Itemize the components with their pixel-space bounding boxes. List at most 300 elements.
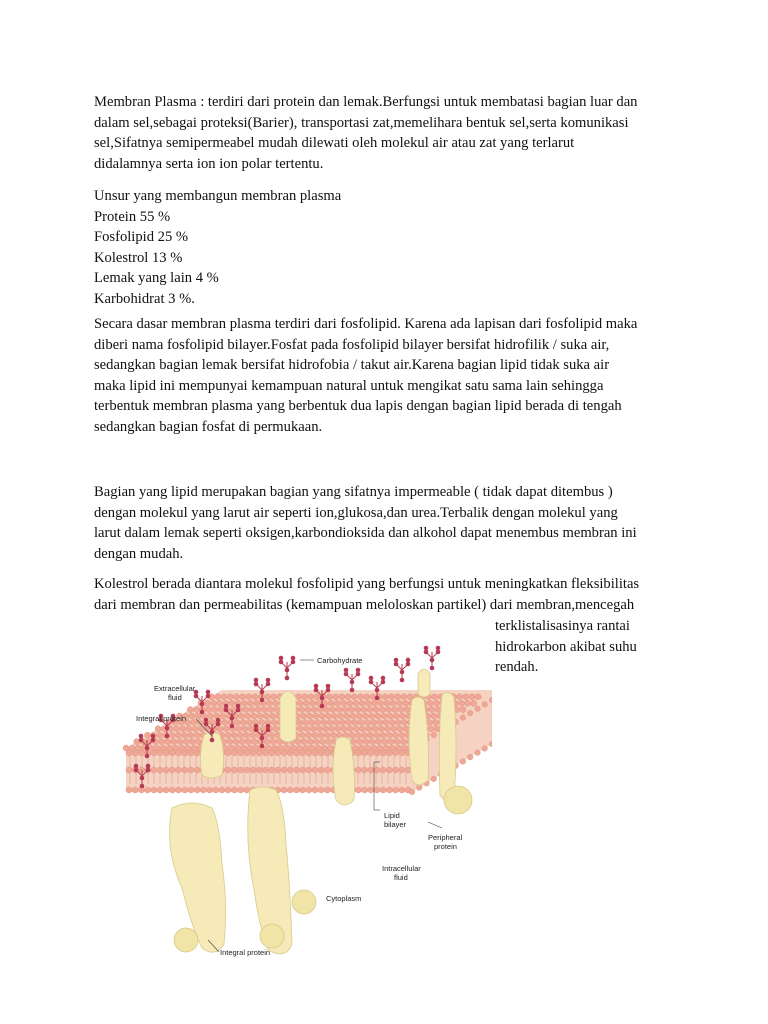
phospholipid-head — [237, 732, 243, 738]
phospholipid-head — [254, 700, 260, 706]
phospholipid-head — [145, 787, 151, 793]
phospholipid-head — [378, 726, 384, 732]
text-line: diberi nama fosfolipid bilayer.Fosfat pada fosfolipid bilayer bersifat hidrofilik / suka air, — [94, 336, 610, 353]
phospholipid-head — [401, 719, 407, 725]
sugar-unit — [285, 676, 290, 681]
phospholipid-head — [311, 707, 317, 713]
phospholipid-head — [360, 726, 366, 732]
sugar-unit — [165, 726, 170, 731]
phospholipid-head — [306, 732, 312, 738]
phospholipid-head — [248, 700, 254, 706]
sugar-unit — [200, 702, 205, 707]
label-peripheral-protein: protein — [434, 842, 457, 851]
phospholipid-head — [364, 719, 370, 725]
sugar-unit — [430, 658, 435, 663]
label-extracellular: Extracellular — [154, 684, 196, 693]
phospholipid-head — [368, 732, 374, 738]
text-line: didalamnya serta ion ion polar tertentu. — [94, 155, 324, 172]
phospholipid-head — [399, 732, 405, 738]
phospholipid-head — [363, 739, 369, 745]
phospholipid-head — [308, 719, 314, 725]
phospholipid-head — [357, 694, 363, 700]
phospholipid-head — [236, 726, 242, 732]
phospholipid-head — [138, 750, 144, 756]
sugar-unit — [266, 724, 271, 729]
phospholipid-head — [223, 726, 229, 732]
phospholipid-head — [376, 739, 382, 745]
phospholipid-head — [321, 719, 327, 725]
sugar-unit — [146, 764, 151, 769]
phospholipid-head — [391, 726, 397, 732]
phospholipid-head — [460, 715, 466, 721]
phospholipid-head — [171, 739, 177, 745]
phospholipid-head — [482, 746, 488, 752]
phospholipid-head — [287, 750, 293, 756]
phospholipid-head — [252, 739, 258, 745]
phospholipid-head — [393, 750, 399, 756]
phospholipid-head — [259, 719, 265, 725]
sugar-unit — [436, 646, 441, 651]
phospholipid-head — [169, 750, 175, 756]
text-line: Secara dasar membran plasma terdiri dari fosfolipid. Karena ada lapisan dari fosfolipid maka — [94, 316, 638, 332]
text-line: dengan mudah. — [94, 545, 184, 562]
phospholipid-head — [303, 700, 309, 706]
sugar-unit — [145, 746, 150, 751]
sugar-unit — [291, 656, 296, 661]
phospholipid-head — [363, 713, 369, 719]
phospholipid-head — [399, 750, 405, 756]
integral-protein — [409, 697, 429, 785]
phospholipid-head — [365, 700, 371, 706]
phospholipid-head — [403, 700, 409, 706]
text-line: sedangkan bagian fosfat di permukaan. — [94, 418, 323, 435]
phospholipid-head — [344, 713, 350, 719]
sugar-unit — [206, 694, 211, 699]
phospholipid-head — [305, 707, 311, 713]
phospholipid-head — [428, 726, 434, 732]
phospholipid-head — [177, 739, 183, 745]
phospholipid-head — [397, 726, 403, 732]
phospholipid-head — [188, 750, 194, 756]
carbohydrate-chain — [344, 668, 361, 693]
phospholipid-head — [329, 726, 335, 732]
phospholipid-head — [347, 726, 353, 732]
phospholipid-head — [268, 707, 274, 713]
phospholipid-head — [234, 719, 240, 725]
phospholipid-head — [244, 767, 250, 773]
phospholipid-head — [174, 726, 180, 732]
sugar-unit — [369, 676, 374, 681]
phospholipid-head — [293, 767, 299, 773]
integral-protein — [439, 692, 456, 800]
text-line: Membran Plasma : terdiri dari protein dan lemak.Berfungsi untuk membatasi bagian luar dan — [94, 94, 638, 110]
phospholipid-head — [374, 732, 380, 738]
phospholipid-head — [220, 713, 226, 719]
phospholipid-head — [346, 719, 352, 725]
phospholipid-head — [380, 750, 386, 756]
phospholipid-head — [250, 767, 256, 773]
phospholipid-head — [144, 732, 150, 738]
lipid-bilayer-graphic — [123, 690, 492, 795]
sugar-unit — [266, 678, 271, 683]
phospholipid-head — [157, 767, 163, 773]
phospholipid-head — [245, 713, 251, 719]
sugar-unit — [356, 672, 361, 677]
phospholipid-head — [225, 787, 231, 793]
phospholipid-head — [169, 732, 175, 738]
sugar-unit — [424, 650, 429, 655]
phospholipid-head — [323, 726, 329, 732]
sugar-unit — [165, 734, 170, 739]
sugar-unit — [200, 710, 205, 715]
phospholipid-head — [325, 713, 331, 719]
phospholipid-head — [362, 750, 368, 756]
phospholipid-head — [386, 787, 392, 793]
sugar-unit — [254, 724, 259, 729]
phospholipid-head — [263, 713, 269, 719]
phospholipid-head — [374, 750, 380, 756]
phospholipid-head — [395, 719, 401, 725]
phospholipid-head — [312, 750, 318, 756]
phospholipid-head — [324, 787, 330, 793]
phospholipid-head — [197, 719, 203, 725]
phospholipid-head — [429, 707, 435, 713]
carbohydrate-chain — [394, 658, 411, 683]
phospholipid-head — [382, 694, 388, 700]
phospholipid-head — [475, 694, 481, 700]
phospholipid-head — [169, 767, 175, 773]
phospholipid-head — [176, 787, 182, 793]
phospholipid-head — [186, 726, 192, 732]
composition-heading: Unsur yang membangun membran plasma — [94, 188, 342, 204]
label-lipid-bilayer: bilayer — [384, 820, 407, 829]
phospholipid-head — [246, 694, 252, 700]
phospholipid-head — [362, 787, 368, 793]
phospholipid-head — [427, 700, 433, 706]
phospholipid-head — [482, 702, 488, 708]
phospholipid-head — [238, 767, 244, 773]
sugar-unit — [381, 680, 386, 685]
phospholipid-head — [369, 739, 375, 745]
text-line: Kolestrol berada diantara molekul fosfolipid yang berfungsi untuk meningkatkan fleksibilitas — [94, 576, 640, 592]
phospholipid-head — [192, 726, 198, 732]
paragraph-fosfolipid — [94, 314, 684, 438]
sugar-unit — [400, 670, 405, 675]
phospholipid-head — [386, 707, 392, 713]
phospholipid-head — [364, 694, 370, 700]
sugar-unit — [216, 718, 221, 723]
phospholipid-head — [310, 700, 316, 706]
sugar-unit — [260, 690, 265, 695]
sugar-unit — [326, 688, 331, 693]
phospholipid-head — [151, 750, 157, 756]
phospholipid-head — [339, 694, 345, 700]
sugar-unit — [375, 688, 380, 693]
sugar-unit — [145, 754, 150, 759]
phospholipid-head — [293, 787, 299, 793]
phospholipid-head — [287, 767, 293, 773]
sugar-unit — [436, 650, 441, 655]
phospholipid-head — [401, 694, 407, 700]
phospholipid-head — [471, 700, 477, 706]
phospholipid-head — [460, 759, 466, 765]
phospholipid-head — [351, 739, 357, 745]
phospholipid-head — [196, 739, 202, 745]
phospholipid-head — [163, 750, 169, 756]
phospholipid-head — [229, 700, 235, 706]
phospholipid-head — [431, 776, 437, 782]
phospholipid-head — [221, 694, 227, 700]
phospholipid-head — [281, 750, 287, 756]
phospholipid-head — [300, 767, 306, 773]
phospholipid-head — [257, 713, 263, 719]
phospholipid-head — [347, 700, 353, 706]
phospholipid-head — [475, 706, 481, 712]
sugar-unit — [204, 718, 209, 723]
integral-protein — [170, 803, 226, 952]
phospholipid-head — [359, 700, 365, 706]
sugar-unit — [236, 708, 241, 713]
sugar-unit — [236, 704, 241, 709]
phospholipid-head — [157, 732, 163, 738]
phospholipid-head — [183, 739, 189, 745]
phospholipid-head — [300, 750, 306, 756]
sugar-unit — [350, 688, 355, 693]
peripheral-protein — [260, 924, 284, 948]
phospholipid-head — [318, 767, 324, 773]
phospholipid-head — [390, 700, 396, 706]
carbohydrate-chain — [424, 646, 441, 671]
sugar-unit — [344, 668, 349, 673]
phospholipid-head — [242, 726, 248, 732]
label-integral-protein-bottom: Integral protein — [220, 948, 271, 957]
composition-item: Karbohidrat 3 %. — [94, 290, 195, 307]
phospholipid-head — [457, 694, 463, 700]
phospholipid-head — [296, 719, 302, 725]
phospholipid-head — [356, 713, 362, 719]
phospholipid-head — [314, 739, 320, 745]
phospholipid-head — [245, 739, 251, 745]
phospholipid-head — [157, 787, 163, 793]
sugar-unit — [146, 768, 151, 773]
sugar-unit — [260, 744, 265, 749]
phospholipid-head — [126, 767, 132, 773]
phospholipid-head — [326, 739, 332, 745]
phospholipid-head — [180, 726, 186, 732]
sugar-unit — [139, 738, 144, 743]
phospholipid-head — [270, 739, 276, 745]
phospholipid-head — [313, 713, 319, 719]
sugar-unit — [206, 690, 211, 695]
text-line: Bagian yang lipid merupakan bagian yang sifatnya impermeable ( tidak dapat ditembus ) — [94, 484, 613, 500]
phospholipid-head — [231, 732, 237, 738]
sugar-unit — [350, 680, 355, 685]
phospholipid-head — [403, 726, 409, 732]
phospholipid-head — [194, 767, 200, 773]
phospholipid-head — [217, 726, 223, 732]
composition-list — [94, 186, 684, 310]
phospholipid-head — [261, 726, 267, 732]
phospholipid-head — [299, 707, 305, 713]
sugar-unit — [266, 682, 271, 687]
phospholipid-head — [187, 707, 193, 713]
phospholipid-head — [367, 707, 373, 713]
phospholipid-head — [300, 787, 306, 793]
sugar-unit — [369, 680, 374, 685]
phospholipid-head — [281, 767, 287, 773]
sugar-unit — [320, 696, 325, 701]
peripheral-protein — [174, 928, 198, 952]
sugar-unit — [230, 716, 235, 721]
sugar-unit — [224, 708, 229, 713]
text-line: hidrokarbon akibat suhu — [495, 638, 637, 655]
phospholipid-head — [318, 750, 324, 756]
sugar-unit — [254, 682, 259, 687]
phospholipid-head — [227, 694, 233, 700]
phospholipid-head — [338, 713, 344, 719]
sugar-unit — [224, 704, 229, 709]
phospholipid-head — [375, 713, 381, 719]
phospholipid-head — [389, 719, 395, 725]
phospholipid-head — [126, 750, 132, 756]
phospholipid-head — [380, 787, 386, 793]
text-line: terklistalisasinya rantai — [495, 618, 630, 634]
sugar-unit — [406, 658, 411, 663]
phospholipid-head — [312, 732, 318, 738]
phospholipid-head — [366, 726, 372, 732]
phospholipid-head — [264, 739, 270, 745]
phospholipid-head — [341, 726, 347, 732]
phospholipid-head — [151, 787, 157, 793]
phospholipid-head — [330, 732, 336, 738]
phospholipid-head — [345, 694, 351, 700]
phospholipid-head — [387, 713, 393, 719]
phospholipid-head — [306, 767, 312, 773]
phospholipid-head — [335, 726, 341, 732]
sugar-unit — [314, 688, 319, 693]
phospholipid-head — [132, 787, 138, 793]
text-line: maka lipid ini mempunyai kemampuan natural untuk mengikat satu sama lain sehingga — [94, 377, 604, 394]
phospholipid-head — [395, 694, 401, 700]
composition-item: Fosfolipid 25 % — [94, 229, 189, 246]
phospholipid-head — [372, 700, 378, 706]
phospholipid-head — [394, 739, 400, 745]
sugar-unit — [230, 724, 235, 729]
phospholipid-head — [271, 719, 277, 725]
phospholipid-head — [349, 732, 355, 738]
composition-item: Protein 55 % — [94, 208, 171, 225]
phospholipid-head — [132, 750, 138, 756]
label-lipid: Lipid — [384, 811, 400, 820]
phospholipid-head — [298, 726, 304, 732]
phospholipid-head — [225, 750, 231, 756]
phospholipid-head — [200, 787, 206, 793]
phospholipid-head — [432, 694, 438, 700]
phospholipid-head — [240, 694, 246, 700]
phospholipid-head — [392, 707, 398, 713]
phospholipid-head — [225, 767, 231, 773]
phospholipid-head — [249, 707, 255, 713]
paragraph-kolestrol-wrap — [495, 616, 637, 678]
phospholipid-head — [182, 767, 188, 773]
phospholipid-head — [368, 750, 374, 756]
sugar-unit — [381, 676, 386, 681]
label-integral-protein-top: Integral protein — [136, 714, 187, 723]
phospholipid-head — [194, 787, 200, 793]
phospholipid-head — [273, 726, 279, 732]
phospholipid-head — [275, 750, 281, 756]
phospholipid-head — [231, 750, 237, 756]
phospholipid-head — [219, 787, 225, 793]
sugar-unit — [279, 656, 284, 661]
phospholipid-head — [357, 739, 363, 745]
phospholipid-head — [374, 787, 380, 793]
phospholipid-head — [308, 694, 314, 700]
phospholipid-head — [465, 700, 471, 706]
phospholipid-head — [352, 719, 358, 725]
phospholipid-head — [138, 767, 144, 773]
sugar-unit — [210, 738, 215, 743]
phospholipid-head — [354, 726, 360, 732]
phospholipid-head — [355, 787, 361, 793]
phospholipid-head — [374, 767, 380, 773]
phospholipid-head — [399, 787, 405, 793]
phospholipid-head — [188, 787, 194, 793]
phospholipid-head — [370, 719, 376, 725]
phospholipid-head — [212, 707, 218, 713]
phospholipid-head — [299, 732, 305, 738]
phospholipid-head — [269, 750, 275, 756]
phospholipid-head — [386, 750, 392, 756]
phospholipid-head — [355, 707, 361, 713]
phospholipid-head — [188, 767, 194, 773]
integral-protein — [333, 737, 355, 805]
phospholipid-head — [373, 707, 379, 713]
phospholipid-head — [225, 732, 231, 738]
label-intracellular-fluid: fluid — [394, 873, 408, 882]
phospholipid-head — [248, 726, 254, 732]
phospholipid-head — [272, 700, 278, 706]
phospholipid-head — [269, 767, 275, 773]
sugar-unit — [151, 738, 156, 743]
text-line: dengan molekul yang larut air seperti ion,glukosa,dan urea.Terbalik dengan molekul yang — [94, 504, 618, 521]
phospholipid-head — [393, 787, 399, 793]
text-line: larut dalam lemak seperti oksigen,karbondioksida dan alkohol dapat menembus membran ini — [94, 525, 637, 542]
phospholipid-head — [467, 754, 473, 760]
sugar-unit — [356, 668, 361, 673]
phospholipid-head — [252, 694, 258, 700]
phospholipid-head — [233, 739, 239, 745]
phospholipid-head — [301, 713, 307, 719]
phospholipid-head — [126, 787, 132, 793]
phospholipid-head — [358, 719, 364, 725]
sugar-unit — [204, 722, 209, 727]
phospholipid-head — [324, 732, 330, 738]
phospholipid-head — [227, 739, 233, 745]
phospholipid-head — [163, 767, 169, 773]
phospholipid-head — [215, 694, 221, 700]
phospholipid-head — [244, 787, 250, 793]
phospholipid-head — [244, 750, 250, 756]
phospholipid-head — [475, 750, 481, 756]
label-cytoplasm: Cytoplasm — [326, 894, 362, 903]
label-carbohydrate: Carbohydrate — [317, 656, 363, 665]
phospholipid-head — [392, 732, 398, 738]
phospholipid-head — [207, 787, 213, 793]
text-line: dari membran dan permeabilitas (kemampuan meloloskan partikel) dari membran,mencegah — [94, 596, 635, 613]
phospholipid-head — [175, 732, 181, 738]
phospholipid-head — [341, 700, 347, 706]
